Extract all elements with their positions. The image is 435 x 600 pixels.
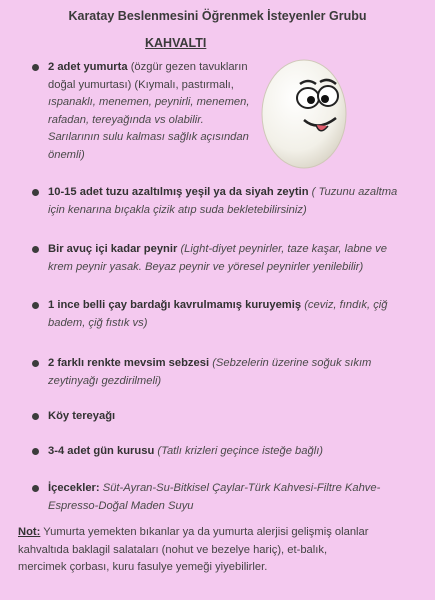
item-text: ( Tuzunu azaltma: [311, 186, 398, 198]
note-text: mercimek çorbası, kuru fasulye yemeği yiyebilirler.: [18, 561, 268, 573]
list-item-drinks: [48, 480, 380, 515]
list-item-cheese: [48, 241, 387, 276]
item-text: Espresso-Doğal Maden Suyu: [48, 499, 194, 512]
list-item-olives: [48, 184, 397, 219]
egg-illustration: [256, 54, 351, 170]
list-item-butter: [48, 408, 115, 426]
item-title: 10-15 adet tuzu azaltılmış yeşil ya da siyah zeytin: [48, 186, 309, 198]
item-text: doğal yumurtası) (Kıymalı, pastırmalı,: [48, 78, 234, 91]
item-text: Süt-Ayran-Su-Bitkisel Çaylar-Türk Kahvesi-Filtre Kahve-: [102, 482, 381, 494]
list-item-nuts: [48, 297, 388, 332]
item-text: (özgür gezen tavukların: [130, 61, 248, 73]
bullet-icon: [32, 485, 39, 492]
bullet-icon: [32, 360, 39, 367]
item-text: zeytinyağı gezdirilmeli): [48, 374, 162, 387]
item-text: badem, çiğ fıstık vs): [48, 316, 148, 329]
bullet-icon: [32, 64, 39, 71]
item-text: krem peynir yasak. Beyaz peynir ve yöresel peynirler yenilebilir): [48, 260, 364, 273]
item-title: 2 farklı renkte mevsim sebzesi: [48, 357, 210, 369]
item-text: (Tatlı krizleri geçince isteğe bağlı): [157, 445, 324, 457]
item-text: (Sebzelerin üzerine soğuk sıkım: [212, 357, 372, 369]
item-text: için kenarına bıçakla çizik atıp suda bekletebilirsiniz): [48, 203, 307, 216]
item-title: Bir avuç içi kadar peynir: [48, 243, 178, 255]
note-label: Not:: [18, 526, 41, 538]
section-heading: KAHVALTI: [145, 36, 207, 50]
item-title: İçecekler:: [48, 482, 100, 494]
item-title: 2 adet yumurta: [48, 61, 128, 73]
list-item-dried-fruit: [48, 443, 323, 461]
item-text: Sarılarının sulu kalması sağlık açısından: [48, 131, 249, 143]
item-title: 3-4 adet gün kurusu: [48, 445, 155, 457]
item-text: önemli): [48, 148, 85, 161]
bullet-icon: [32, 189, 39, 196]
note: [18, 524, 428, 577]
item-title: 1 ince belli çay bardağı kavrulmamış kuruyemiş: [48, 299, 302, 311]
item-text: (ceviz, fındık, çiğ: [304, 299, 388, 311]
list-item-eggs: [48, 59, 249, 164]
note-text: kahvaltıda baklagil salataları (nohut ve bezelye hariç), et-balık,: [18, 543, 328, 556]
page-title: Karatay Beslenmesini Öğrenmek İsteyenler Grubu: [68, 9, 367, 23]
item-text: rafadan, tereyağında vs olabilir.: [48, 113, 204, 126]
bullet-icon: [32, 302, 39, 309]
bullet-icon: [32, 413, 39, 420]
item-text: (Light-diyet peynirler, taze kaşar, labne ve: [180, 243, 387, 255]
note-text: Yumurta yemekten bıkanlar ya da yumurta alerjisi gelişmiş olanlar: [43, 526, 369, 538]
list-item-vegetables: [48, 355, 371, 390]
bullet-icon: [32, 246, 39, 253]
item-title: Köy tereyağı: [48, 410, 116, 422]
item-text: ıspanaklı, menemen, peynirli, menemen,: [48, 96, 250, 108]
bullet-icon: [32, 448, 39, 455]
